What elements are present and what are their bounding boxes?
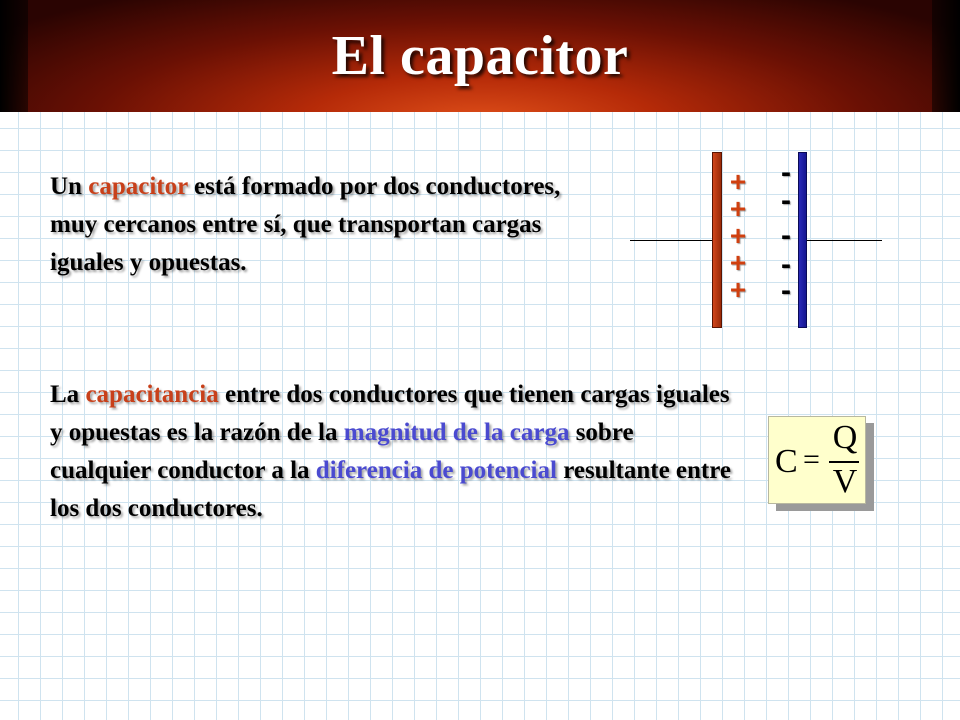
right-wire [806,240,882,241]
slide-title: El capacitor [331,25,629,87]
formula-denominator: V [832,463,858,500]
p2-text-3: sobre cualquier conductor a la [50,419,634,484]
p1-text-2: está formado por dos conductores, muy cercanos entre sí, que transportan cargas iguales y opuestas. [50,173,561,276]
capacitance-definition [50,376,740,528]
term-magnitud-carga: magnitud de la carga [343,419,570,446]
negative-charge: - [781,184,791,217]
negative-charge: - [781,248,791,281]
term-capacitancia: capacitancia [85,381,219,408]
negative-charge: - [781,219,791,252]
capacitor-diagram [630,150,882,330]
formula-box [768,416,866,504]
formula-numerator: Q [832,419,858,456]
negative-plate [798,152,807,328]
positive-charge: + [729,166,747,197]
capacitance-formula [769,417,865,503]
formula-equals: = [803,443,820,476]
positive-charge: + [729,247,747,278]
left-wire [630,240,712,241]
positive-charge: + [729,274,747,305]
p2-text-4: resultante entre los dos conductores. [50,457,731,522]
negative-charge: - [781,156,791,189]
capacitor-definition [50,168,610,282]
title-banner [0,0,960,112]
positive-plate [712,152,722,328]
negative-charge: - [781,274,791,307]
term-capacitor: capacitor [88,173,188,200]
p2-text-1: La [50,381,86,408]
term-diferencia-potencial: diferencia de potencial [315,457,557,484]
p1-text-1: Un [50,173,89,200]
positive-charge: + [729,220,747,251]
positive-charge: + [729,193,747,224]
formula-lhs: C [775,443,798,480]
p2-text-2: entre dos conductores que tienen cargas iguales y opuestas es la razón de la [50,381,730,446]
